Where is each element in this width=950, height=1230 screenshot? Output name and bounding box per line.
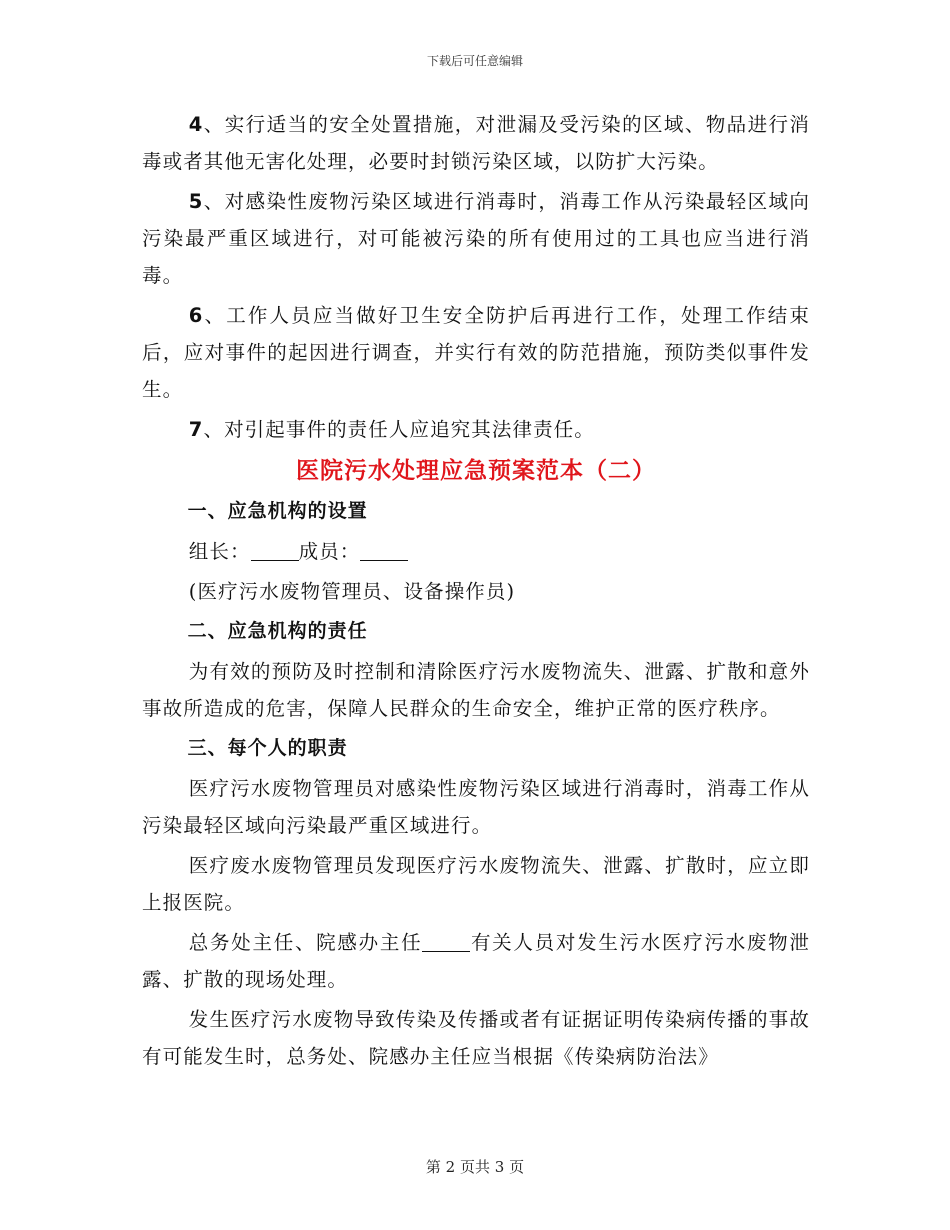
item-number: 7 <box>188 418 204 441</box>
paragraph-text: 总务处主任、院感办主任 <box>188 931 423 954</box>
section-heading-3: 三、每个人的职责 <box>187 737 348 759</box>
paragraph-item-7 <box>142 411 810 448</box>
leader-members-line <box>142 533 810 570</box>
item-number: 6 <box>188 304 204 327</box>
page-footer: 第 2 页共 3 页 <box>425 1158 525 1176</box>
section3-paragraph-4: 发生医疗污水废物导致传染及传播或者有证据证明传染病传播的事故有可能发生时，总务处、院感办主任应当根据《传染病防治法》 <box>142 1008 810 1068</box>
members-note: (医疗污水废物管理员、设备操作员) <box>188 580 516 603</box>
paragraph-text: 、对感染性废物污染区域进行消毒时，消毒工作从污染最轻区域向污染最严重区域进行，对可能被污染的所有使用过的工具也应当进行消毒。 <box>142 190 810 287</box>
paragraph-item-4 <box>142 106 810 180</box>
section3-paragraph-1: 医疗污水废物管理员对感染性废物污染区域进行消毒时，消毒工作从污染最轻区域向污染最严重区域进行。 <box>142 777 810 837</box>
section3-paragraph-3 <box>142 924 810 998</box>
paragraph-text: 、对引起事件的责任人应追究其法律责任。 <box>203 418 595 441</box>
paragraph-text: 、实行适当的安全处置措施，对泄漏及受污染的区域、物品进行消毒或者其他无害化处理，必要时封锁污染区域，以防扩大污染。 <box>142 113 810 173</box>
members-label: 成员： <box>298 540 361 563</box>
leader-label: 组长： <box>188 540 251 563</box>
item-number: 4 <box>188 113 204 136</box>
paragraph-item-5 <box>142 183 810 294</box>
document-body <box>142 106 810 1078</box>
responsible-blank <box>422 931 470 952</box>
section2-paragraph: 为有效的预防及时控制和清除医疗污水废物流失、泄露、扩散和意外事故所造成的危害，保障人民群众的生命安全，维护正常的医疗秩序。 <box>142 660 810 720</box>
leader-blank <box>251 540 299 561</box>
members-blank <box>360 540 408 561</box>
paragraph-text: 、工作人员应当做好卫生安全防护后再进行工作，处理工作结束后，应对事件的起因进行调查，并实行有效的防范措施，预防类似事件发生。 <box>142 304 810 401</box>
section-heading-1: 一、应急机构的设置 <box>187 500 368 522</box>
item-number: 5 <box>188 190 204 213</box>
paragraph-text: 有关人员对发生污水医疗污水废物泄露、扩散的现场处理。 <box>142 931 810 991</box>
section3-paragraph-2: 医疗废水废物管理员发现医疗污水废物流失、泄露、扩散时，应立即上报医院。 <box>142 854 810 914</box>
section-heading-2: 二、应急机构的责任 <box>187 620 368 642</box>
paragraph-item-6 <box>142 297 810 408</box>
document-title: 医院污水处理应急预案范本（二） <box>296 457 656 484</box>
page-header: 下载后可任意编辑 <box>426 54 523 68</box>
